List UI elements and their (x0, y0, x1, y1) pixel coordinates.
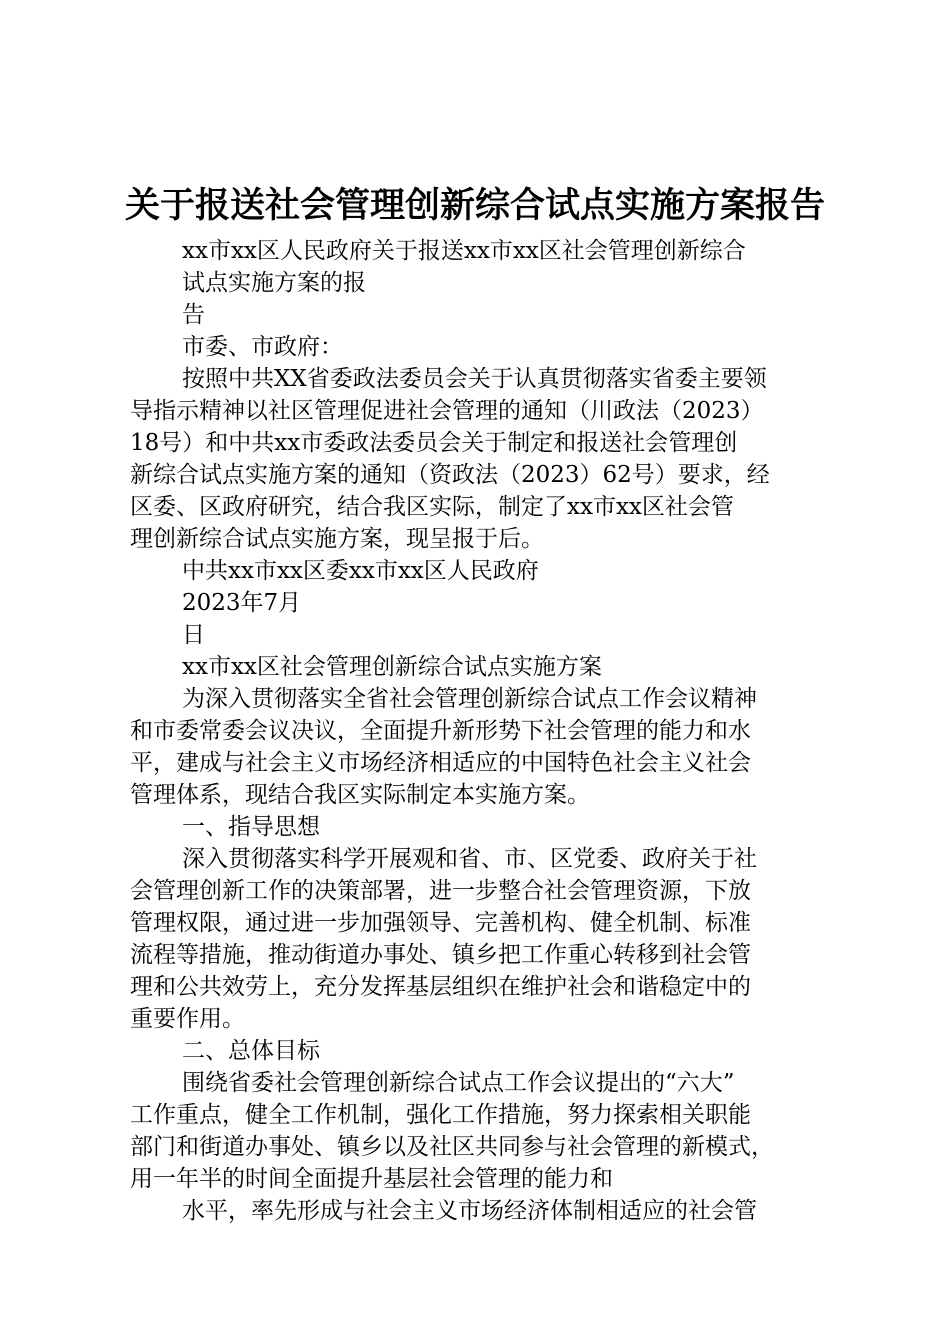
section-heading: 一、指导思想 (182, 814, 320, 840)
paragraph-line: 按照中共XX省委政法委员会关于认真贯彻落实省委主要领 (182, 366, 767, 392)
date-line: 2023年7月 (182, 590, 302, 616)
paragraph-line: 流程等措施，推动街道办事处、镇乡把工作重心转移到社会管 (130, 942, 751, 968)
paragraph-line: 工作重点，健全工作机制，强化工作措施，努力探索相关职能 (130, 1102, 751, 1128)
paragraph-line: 管理权限，通过进一步加强领导、完善机构、健全机制、标准 (130, 910, 751, 936)
paragraph-line: 为深入贯彻落实全省社会管理创新综合试点工作会议精神 (182, 686, 757, 712)
paragraph-line: 管理体系，现结合我区实际制定本实施方案。 (130, 782, 590, 808)
document-body (130, 235, 830, 1227)
paragraph-line: 理和公共效劳上，充分发挥基层组织在维护社会和谐稳定中的 (130, 974, 751, 1000)
paragraph-line: 部门和街道办事处、镇乡以及社区共同参与社会管理的新模式， (130, 1134, 774, 1160)
paragraph-line: 告 (182, 302, 205, 328)
section-heading: 二、总体目标 (182, 1038, 320, 1064)
paragraph-line: 18号）和中共xx市委政法委员会关于制定和报送社会管理创 (130, 430, 738, 456)
paragraph-line: xx市xx区人民政府关于报送xx市xx区社会管理创新综合 (182, 238, 746, 264)
paragraph-line: 水平，率先形成与社会主义市场经济体制相适应的社会管 (182, 1198, 757, 1224)
paragraph-line: 深入贯彻落实科学开展观和省、市、区党委、政府关于社 (182, 846, 757, 872)
paragraph-line: 新综合试点实施方案的通知（资政法（2023）62号）要求，经 (130, 462, 770, 488)
paragraph-line: 平，建成与社会主义市场经济相适应的中国特色社会主义社会 (130, 750, 751, 776)
salutation-line: 市委、市政府： (182, 334, 343, 360)
signature-line: 中共xx市xx区委xx市xx区人民政府 (182, 558, 539, 584)
paragraph-line: 和市委常委会议决议，全面提升新形势下社会管理的能力和水 (130, 718, 751, 744)
paragraph-line: 理创新综合试点实施方案，现呈报于后。 (130, 526, 544, 552)
paragraph-line: 重要作用。 (130, 1006, 245, 1032)
paragraph-line: 区委、区政府研究，结合我区实际，制定了xx市xx区社会管 (130, 494, 734, 520)
paragraph-line: 会管理创新工作的决策部署，进一步整合社会管理资源，下放 (130, 878, 751, 904)
paragraph-line: 用一年半的时间全面提升基层社会管理的能力和 (130, 1166, 613, 1192)
paragraph-line: 导指示精神以社区管理促进社会管理的通知（川政法（2023） (130, 398, 764, 424)
paragraph-line: 试点实施方案的报 (182, 270, 366, 296)
section-heading: xx市xx区社会管理创新综合试点实施方案 (182, 654, 602, 680)
date-line: 日 (182, 622, 205, 648)
document-title: 关于报送社会管理创新综合试点实施方案报告 (124, 185, 825, 226)
paragraph-line: 围绕省委社会管理创新综合试点工作会议提出的“六大” (182, 1070, 735, 1096)
